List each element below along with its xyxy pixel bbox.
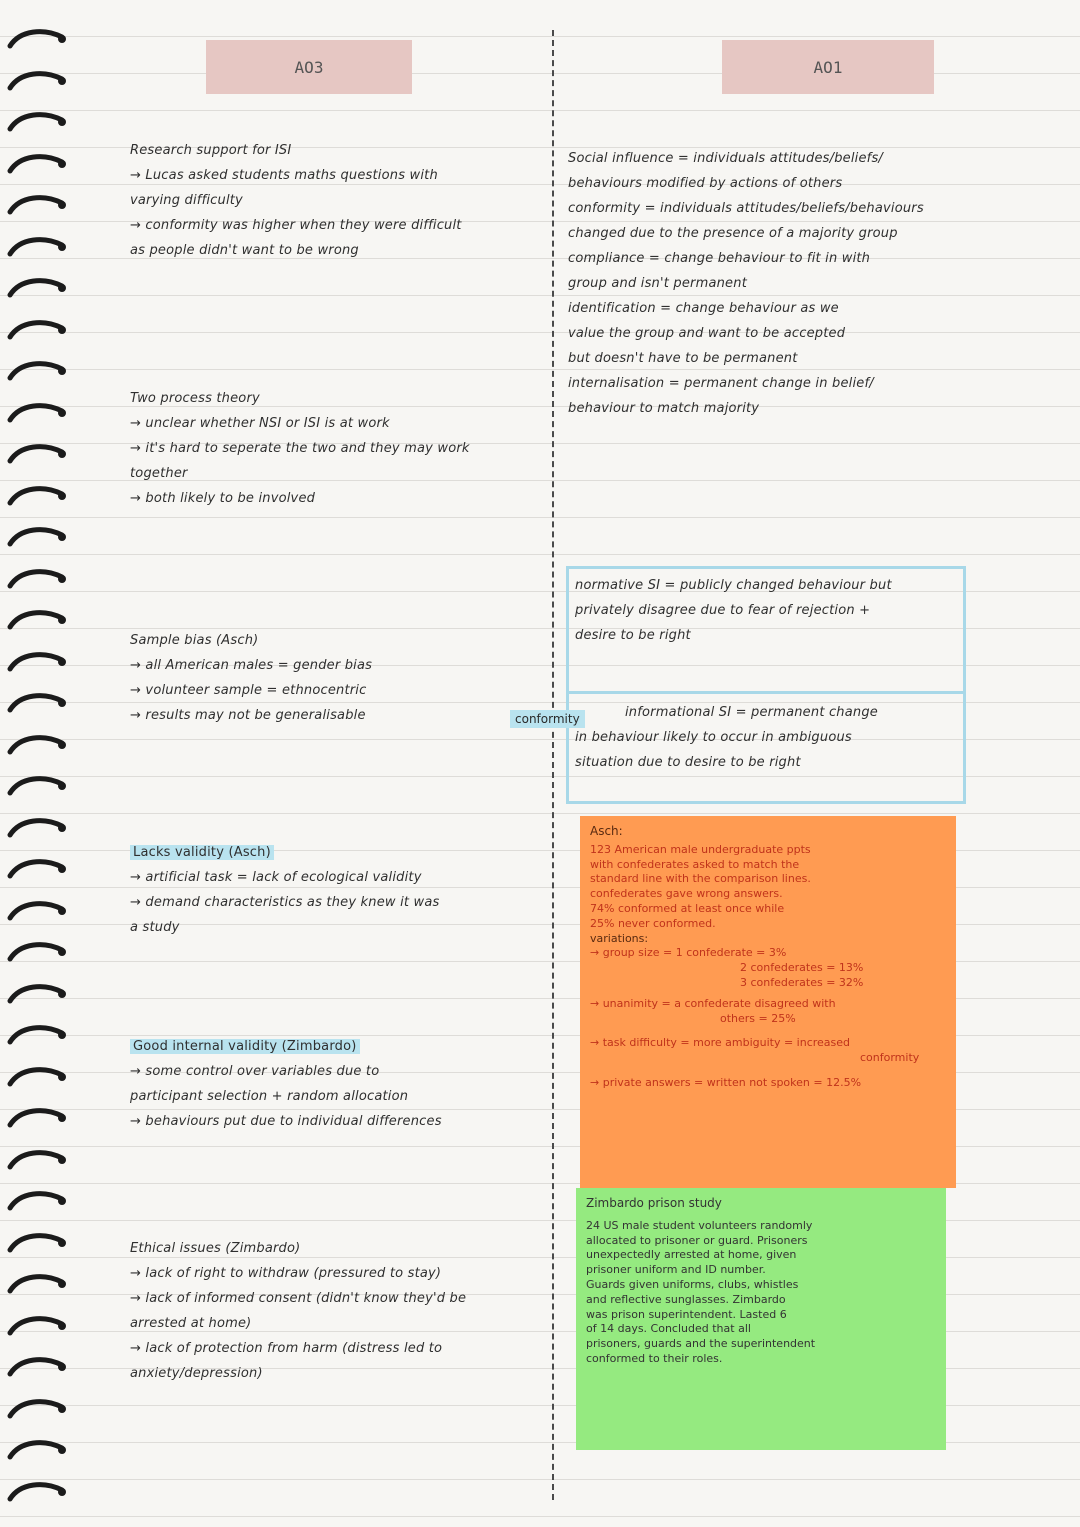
asch-line: → unanimity = a confederate disagreed with (590, 996, 836, 1010)
note-line: a study (130, 920, 180, 935)
note-line: → unclear whether NSI or ISI is at work (130, 416, 390, 431)
spiral-coil (6, 28, 66, 50)
section-title: Ethical issues (Zimbardo) (130, 1241, 301, 1256)
asch-sticky-note (580, 816, 956, 1188)
asch-line: 74% conformed at least once while (590, 901, 785, 915)
note-line: → both likely to be involved (130, 491, 316, 506)
spiral-coil (6, 1024, 66, 1046)
note-line: → lack of protection from harm (distress led to (130, 1341, 443, 1356)
asch-line: → task difficulty = more ambiguity = increased (590, 1036, 851, 1050)
spiral-coil (6, 319, 66, 341)
spiral-coil (6, 1481, 66, 1503)
asch-line: variations: (590, 931, 649, 945)
def-line: conformity = individuals attitudes/beliefs/behaviours (568, 201, 924, 216)
header-ao1 (722, 40, 934, 94)
ao3-section-lacks-validity (130, 840, 548, 940)
ao3-section-ethical-issues (130, 1236, 548, 1386)
column-divider (552, 30, 554, 1500)
nsi-line: normative SI = publicly changed behaviour but (575, 578, 892, 593)
zimbardo-line: was prison superintendent. Lasted 6 (586, 1307, 787, 1321)
zimbardo-line: unexpectedly arrested at home, given (586, 1248, 797, 1262)
header-ao3-label: AO3 (294, 57, 324, 77)
spiral-binding (0, 0, 80, 1527)
note-line: arrested at home) (130, 1316, 252, 1331)
spiral-coil (6, 1149, 66, 1171)
spiral-coil (6, 111, 66, 133)
zimbardo-line: 24 US male student volunteers randomly (586, 1218, 813, 1232)
ao3-section-internal-validity (130, 1034, 548, 1134)
asch-line: others = 25% (720, 1011, 796, 1025)
conformity-label: conformity (510, 710, 585, 728)
note-line: → conformity was higher when they were difficult (130, 218, 462, 233)
asch-line: 123 American male undergraduate ppts (590, 842, 811, 856)
note-line: → lack of right to withdraw (pressured to stay) (130, 1266, 442, 1281)
def-line: changed due to the presence of a majority group (568, 226, 898, 241)
def-line: behaviour to match majority (568, 401, 760, 416)
spiral-coil (6, 734, 66, 756)
highlight: Lacks validity (Asch) (130, 845, 274, 860)
note-line: → artificial task = lack of ecological validity (130, 870, 422, 885)
asch-line: → private answers = written not spoken = 12.5% (590, 1075, 862, 1089)
zimbardo-line: prisoners, guards and the superintendent (586, 1337, 816, 1351)
note-line: → lack of informed consent (didn't know they'd be (130, 1291, 467, 1306)
spiral-coil (6, 153, 66, 175)
isi-line: situation due to desire to be right (575, 755, 801, 770)
spiral-coil (6, 1315, 66, 1337)
section-title: Two process theory (130, 391, 260, 406)
def-line: group and isn't permanent (568, 276, 747, 291)
isi-box (566, 694, 966, 804)
zimbardo-line: of 14 days. Concluded that all (586, 1322, 751, 1336)
asch-title: Asch: (590, 824, 623, 838)
zimbardo-line: conformed to their roles. (586, 1351, 723, 1365)
note-line: → all American males = gender bias (130, 658, 373, 673)
spiral-coil (6, 443, 66, 465)
section-title (130, 840, 548, 865)
note-line: → volunteer sample = ethnocentric (130, 683, 367, 698)
section-title: Research support for ISI (130, 143, 292, 158)
note-line: → behaviours put due to individual differences (130, 1114, 442, 1129)
spiral-coil (6, 858, 66, 880)
asch-line: standard line with the comparison lines. (590, 872, 811, 886)
ao3-section-sample-bias (130, 628, 548, 728)
note-line: participant selection + random allocation (130, 1089, 409, 1104)
spiral-coil (6, 1107, 66, 1129)
def-line: Social influence = individuals attitudes/beliefs/ (568, 151, 884, 166)
zimbardo-line: and reflective sunglasses. Zimbardo (586, 1292, 786, 1306)
spiral-coil (6, 1190, 66, 1212)
note-line: → it's hard to seperate the two and they may work (130, 441, 470, 456)
spiral-coil (6, 1273, 66, 1295)
ao3-section-two-process (130, 386, 548, 511)
spiral-coil (6, 1066, 66, 1088)
spiral-coil (6, 983, 66, 1005)
spiral-coil (6, 402, 66, 424)
spiral-coil (6, 1439, 66, 1461)
asch-line: 2 confederates = 13% (740, 961, 864, 975)
def-line: identification = change behaviour as we (568, 301, 839, 316)
note-line: together (130, 466, 188, 481)
spiral-coil (6, 236, 66, 258)
nsi-box (566, 566, 966, 694)
spiral-coil (6, 194, 66, 216)
asch-line: with confederates asked to match the (590, 857, 800, 871)
zimbardo-line: prisoner uniform and ID number. (586, 1263, 766, 1277)
asch-line: 25% never conformed. (590, 916, 716, 930)
spiral-coil (6, 1398, 66, 1420)
def-line: internalisation = permanent change in belief/ (568, 376, 874, 391)
note-line: → some control over variables due to (130, 1064, 380, 1079)
spiral-coil (6, 277, 66, 299)
def-line: value the group and want to be accepted (568, 326, 846, 341)
header-ao3 (206, 40, 412, 94)
spiral-coil (6, 1232, 66, 1254)
zimbardo-sticky-note (576, 1188, 946, 1450)
asch-line: conformity (860, 1051, 920, 1065)
zimbardo-line: allocated to prisoner or guard. Prisoners (586, 1233, 808, 1247)
note-line: → Lucas asked students maths questions with (130, 168, 438, 183)
zimbardo-line: Guards given uniforms, clubs, whistles (586, 1277, 799, 1291)
spiral-coil (6, 1356, 66, 1378)
note-line: varying difficulty (130, 193, 243, 208)
asch-line: confederates gave wrong answers. (590, 887, 783, 901)
spiral-coil (6, 526, 66, 548)
spiral-coil (6, 485, 66, 507)
spiral-coil (6, 70, 66, 92)
note-line: as people didn't want to be wrong (130, 243, 359, 258)
highlight: Good internal validity (Zimbardo) (130, 1039, 360, 1054)
section-title: Sample bias (Asch) (130, 633, 259, 648)
note-line: → results may not be generalisable (130, 708, 366, 723)
nsi-line: privately disagree due to fear of rejection + (575, 603, 871, 618)
note-line: → demand characteristics as they knew it was (130, 895, 440, 910)
def-line: but doesn't have to be permanent (568, 351, 798, 366)
isi-line: in behaviour likely to occur in ambiguous (575, 730, 852, 745)
nsi-line: desire to be right (575, 628, 691, 643)
asch-line: 3 confederates = 32% (740, 975, 864, 989)
spiral-coil (6, 900, 66, 922)
section-title (130, 1034, 548, 1059)
def-line: behaviours modified by actions of others (568, 176, 843, 191)
spiral-coil (6, 609, 66, 631)
spiral-coil (6, 775, 66, 797)
isi-line: informational SI = permanent change (625, 705, 878, 720)
ao1-definitions (568, 146, 974, 421)
spiral-coil (6, 651, 66, 673)
spiral-coil (6, 941, 66, 963)
spiral-coil (6, 360, 66, 382)
note-line: anxiety/depression) (130, 1366, 263, 1381)
spiral-coil (6, 692, 66, 714)
spiral-coil (6, 568, 66, 590)
spiral-coil (6, 817, 66, 839)
ao3-section-research-support (130, 138, 548, 263)
header-ao1-label: AO1 (813, 57, 843, 77)
zimbardo-title: Zimbardo prison study (586, 1196, 722, 1210)
asch-line: → group size = 1 confederate = 3% (590, 946, 787, 960)
def-line: compliance = change behaviour to fit in with (568, 251, 871, 266)
